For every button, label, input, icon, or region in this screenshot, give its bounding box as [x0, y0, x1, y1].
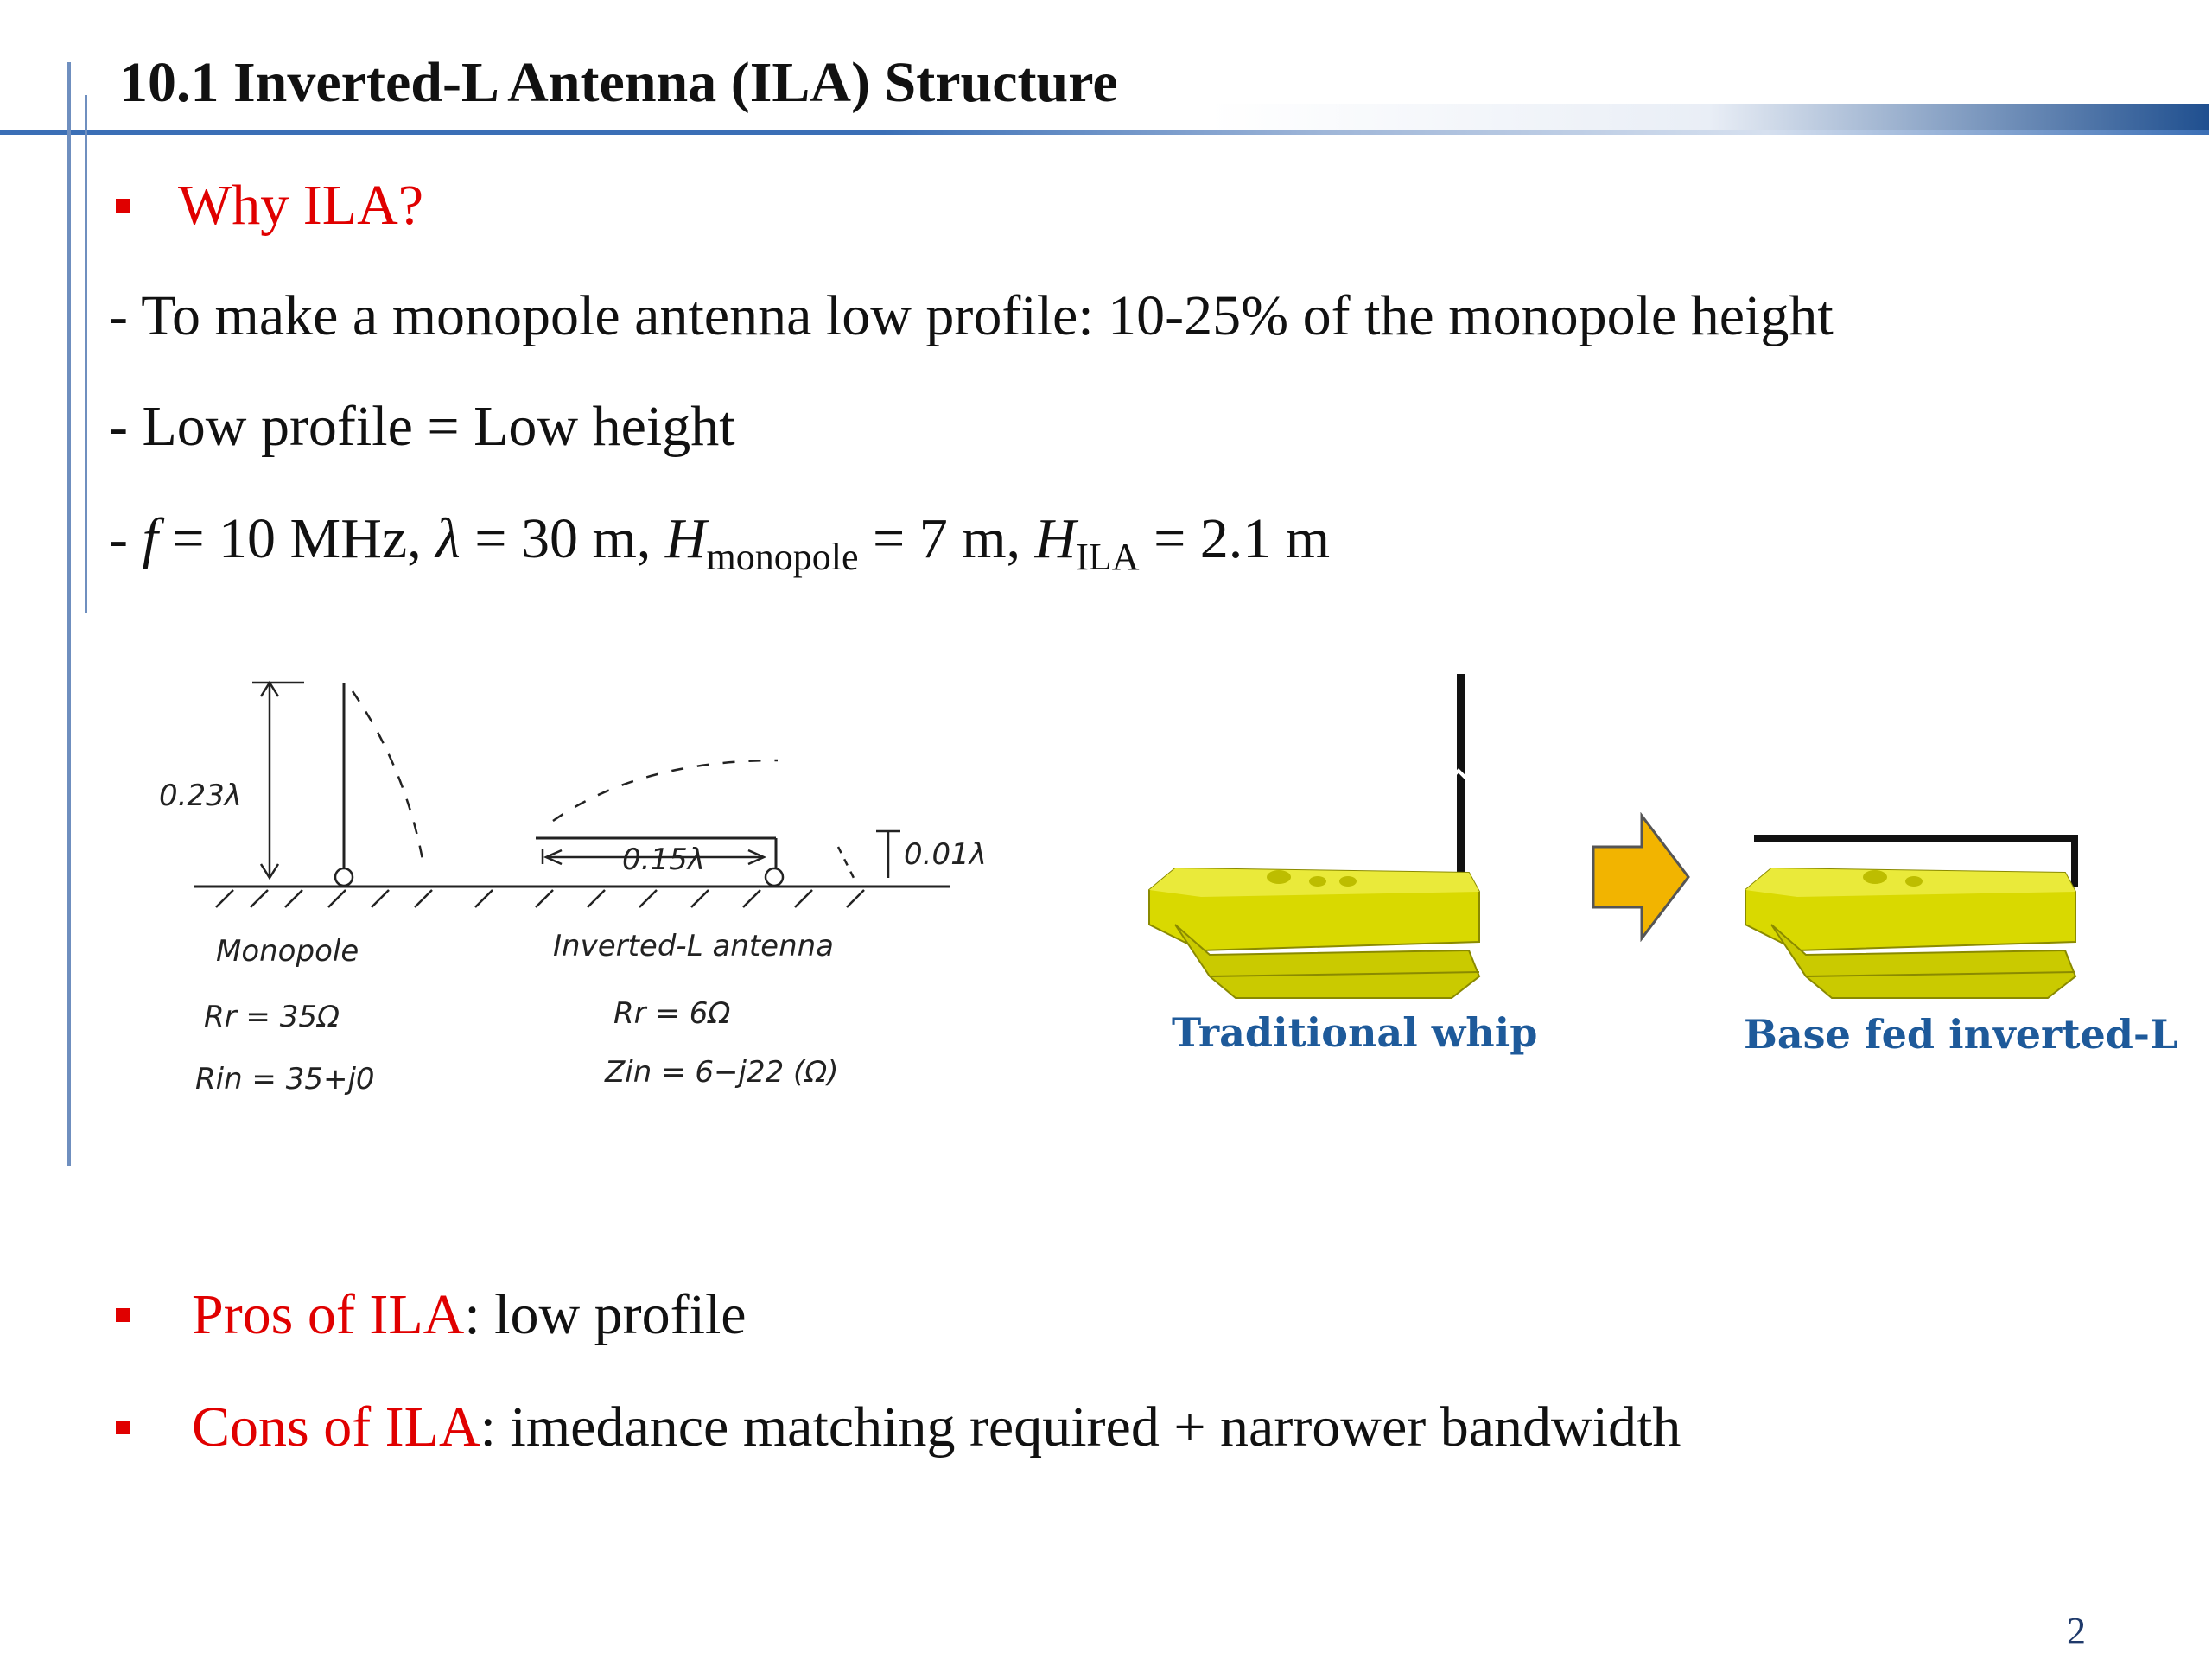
bullet-icon — [116, 1308, 130, 1322]
reason-line-2: - Low profile = Low height — [109, 395, 735, 458]
ila-length-label: 0.15λ — [622, 842, 705, 877]
reason-line-3: - f = 10 MHz, λ = 30 m, $H_{monopole} = 7$ m, $H_{ILA} = 2.1$ m — [109, 507, 1331, 578]
monopole-rr: Rr = 35Ω — [204, 1000, 340, 1034]
ila-height-label: 0.01λ — [904, 837, 987, 872]
bullet-icon — [116, 1421, 130, 1434]
left-rule — [67, 62, 71, 1166]
page-number: 2 — [2067, 1610, 2086, 1652]
monopole-rin: Rin = 35+j0 — [195, 1062, 375, 1096]
ila-zin: Zin = 6−j22 (Ω) — [605, 1055, 839, 1090]
reason-line-1: - To make a monopole antenna low profile: 10-25% of the monopole height — [109, 284, 1834, 347]
arrow-right-icon — [1590, 812, 1694, 942]
antenna-sketch — [156, 657, 1002, 1123]
ila-rr: Rr = 6Ω — [613, 996, 731, 1031]
ila-label: Inverted-L antenna — [553, 929, 835, 963]
caption-base-fed-inverted-l: Base fed inverted-L — [1744, 1011, 2178, 1058]
pros-line: Pros of ILA: low profile — [192, 1283, 747, 1346]
header-rule — [0, 130, 2209, 135]
vehicle-whip-image — [1141, 665, 1503, 1011]
why-heading: Why ILA? — [178, 174, 424, 237]
vehicle-inverted-l-image — [1737, 821, 2100, 1020]
left-rule-short — [85, 95, 87, 613]
caption-traditional-whip: Traditional whip — [1172, 1009, 1538, 1056]
bullet-icon — [116, 199, 130, 213]
monopole-height-label: 0.23λ — [159, 779, 242, 813]
slide-title: 10.1 Inverted-L Antenna (ILA) Structure — [119, 51, 1118, 114]
monopole-label: Monopole — [216, 934, 359, 969]
cons-line: Cons of ILA: imedance matching required + narrower bandwidth — [192, 1395, 1681, 1459]
